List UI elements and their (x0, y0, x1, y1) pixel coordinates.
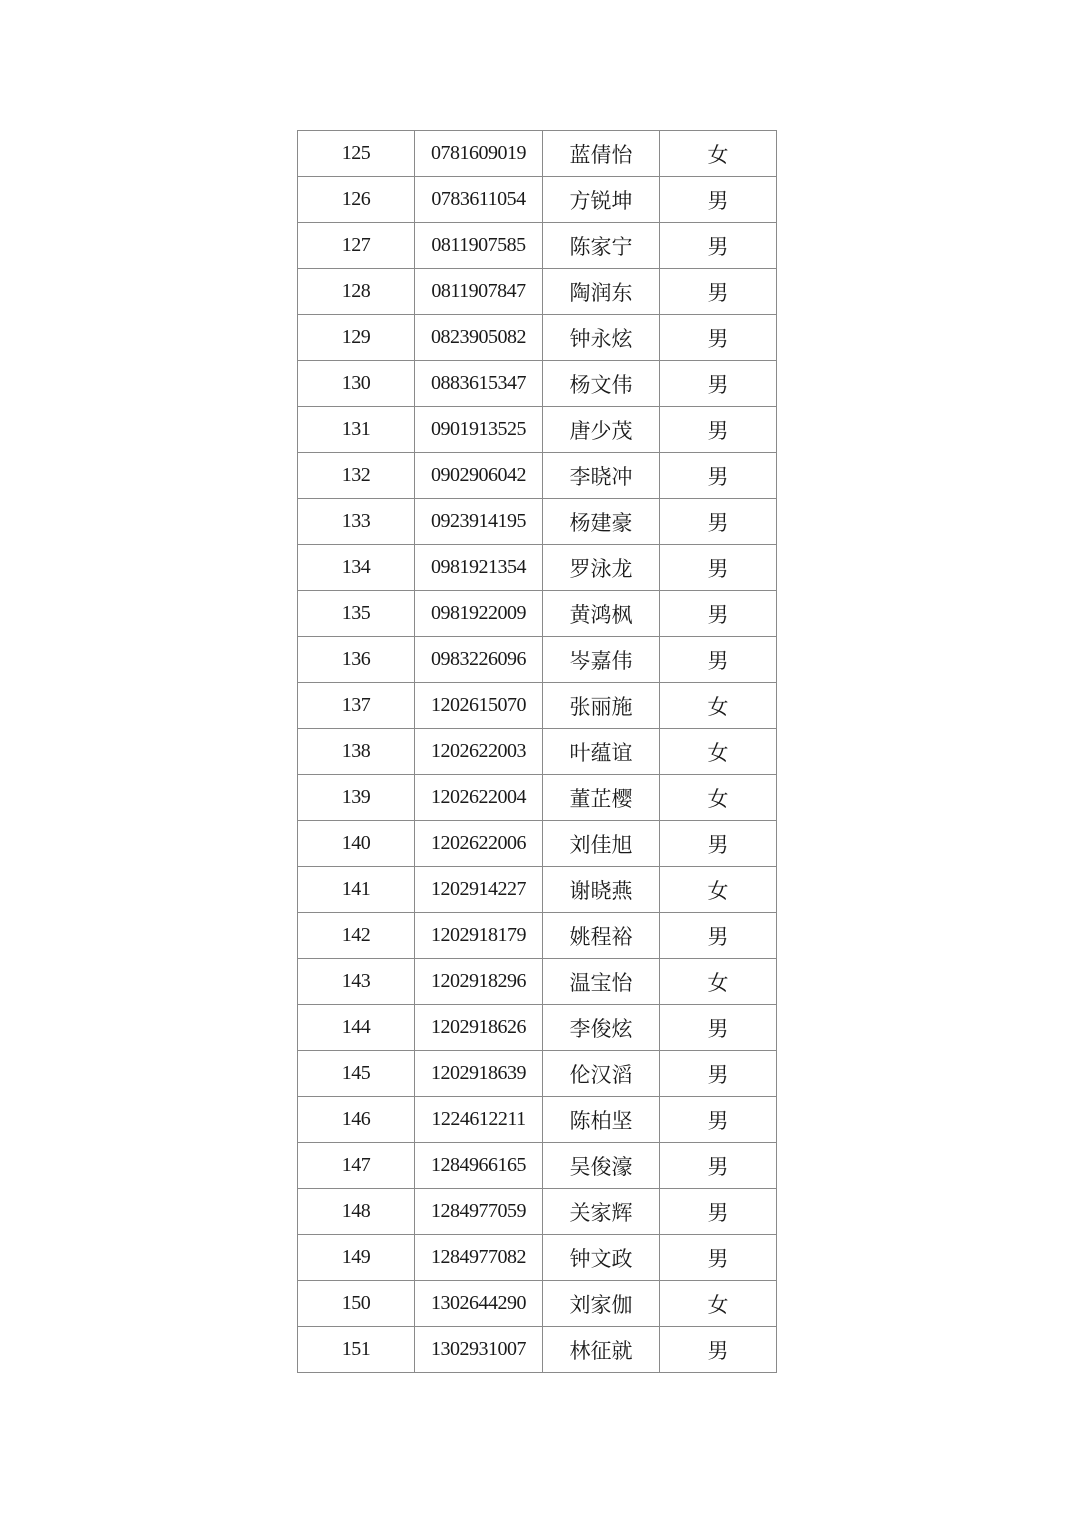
row-number-cell: 132 (298, 453, 415, 499)
name-cell: 姚程裕 (543, 913, 660, 959)
table-row (298, 959, 777, 1005)
id-number-cell: 1224612211 (415, 1097, 543, 1143)
row-number-cell: 137 (298, 683, 415, 729)
table-row (298, 775, 777, 821)
name-cell: 钟文政 (543, 1235, 660, 1281)
name-cell: 陶润东 (543, 269, 660, 315)
row-number-cell: 129 (298, 315, 415, 361)
id-number-cell: 0883615347 (415, 361, 543, 407)
name-cell: 岑嘉伟 (543, 637, 660, 683)
name-cell: 方锐坤 (543, 177, 660, 223)
row-number-cell: 126 (298, 177, 415, 223)
id-number-cell: 1284966165 (415, 1143, 543, 1189)
id-number-cell: 1202918639 (415, 1051, 543, 1097)
id-number-cell: 1302931007 (415, 1327, 543, 1373)
row-number-cell: 128 (298, 269, 415, 315)
gender-cell: 女 (660, 729, 777, 775)
gender-cell: 女 (660, 131, 777, 177)
gender-cell: 男 (660, 1143, 777, 1189)
table-row (298, 315, 777, 361)
roster-table-body (298, 131, 777, 1373)
table-row (298, 1281, 777, 1327)
name-cell: 杨文伟 (543, 361, 660, 407)
gender-cell: 男 (660, 315, 777, 361)
table-row (298, 729, 777, 775)
gender-cell: 男 (660, 637, 777, 683)
table-row (298, 591, 777, 637)
gender-cell: 男 (660, 1051, 777, 1097)
gender-cell: 男 (660, 453, 777, 499)
table-row (298, 499, 777, 545)
row-number-cell: 139 (298, 775, 415, 821)
name-cell: 蓝倩怡 (543, 131, 660, 177)
table-row (298, 913, 777, 959)
name-cell: 关家辉 (543, 1189, 660, 1235)
id-number-cell: 1302644290 (415, 1281, 543, 1327)
row-number-cell: 148 (298, 1189, 415, 1235)
id-number-cell: 0823905082 (415, 315, 543, 361)
gender-cell: 女 (660, 959, 777, 1005)
name-cell: 谢晓燕 (543, 867, 660, 913)
name-cell: 陈家宁 (543, 223, 660, 269)
table-row (298, 821, 777, 867)
row-number-cell: 134 (298, 545, 415, 591)
row-number-cell: 136 (298, 637, 415, 683)
name-cell: 罗泳龙 (543, 545, 660, 591)
row-number-cell: 141 (298, 867, 415, 913)
gender-cell: 男 (660, 499, 777, 545)
table-row (298, 407, 777, 453)
id-number-cell: 0783611054 (415, 177, 543, 223)
row-number-cell: 131 (298, 407, 415, 453)
row-number-cell: 144 (298, 1005, 415, 1051)
row-number-cell: 150 (298, 1281, 415, 1327)
table-row (298, 1327, 777, 1373)
gender-cell: 男 (660, 913, 777, 959)
row-number-cell: 145 (298, 1051, 415, 1097)
id-number-cell: 0811907585 (415, 223, 543, 269)
id-number-cell: 0981921354 (415, 545, 543, 591)
gender-cell: 男 (660, 269, 777, 315)
row-number-cell: 135 (298, 591, 415, 637)
row-number-cell: 151 (298, 1327, 415, 1373)
id-number-cell: 1202918626 (415, 1005, 543, 1051)
name-cell: 董芷樱 (543, 775, 660, 821)
gender-cell: 男 (660, 407, 777, 453)
id-number-cell: 1202615070 (415, 683, 543, 729)
row-number-cell: 147 (298, 1143, 415, 1189)
row-number-cell: 146 (298, 1097, 415, 1143)
id-number-cell: 1202914227 (415, 867, 543, 913)
name-cell: 陈柏坚 (543, 1097, 660, 1143)
gender-cell: 男 (660, 1189, 777, 1235)
table-row (298, 637, 777, 683)
table-row (298, 453, 777, 499)
id-number-cell: 0923914195 (415, 499, 543, 545)
row-number-cell: 125 (298, 131, 415, 177)
name-cell: 黄鸿枫 (543, 591, 660, 637)
row-number-cell: 133 (298, 499, 415, 545)
gender-cell: 男 (660, 1097, 777, 1143)
table-row (298, 269, 777, 315)
table-row (298, 223, 777, 269)
table-row (298, 867, 777, 913)
gender-cell: 女 (660, 683, 777, 729)
name-cell: 唐少茂 (543, 407, 660, 453)
gender-cell: 男 (660, 545, 777, 591)
gender-cell: 男 (660, 821, 777, 867)
table-row (298, 1097, 777, 1143)
row-number-cell: 143 (298, 959, 415, 1005)
gender-cell: 男 (660, 591, 777, 637)
name-cell: 李晓冲 (543, 453, 660, 499)
table-row (298, 1143, 777, 1189)
row-number-cell: 138 (298, 729, 415, 775)
gender-cell: 女 (660, 775, 777, 821)
name-cell: 刘家伽 (543, 1281, 660, 1327)
name-cell: 钟永炫 (543, 315, 660, 361)
table-row (298, 1005, 777, 1051)
gender-cell: 男 (660, 177, 777, 223)
id-number-cell: 0811907847 (415, 269, 543, 315)
id-number-cell: 1202918179 (415, 913, 543, 959)
row-number-cell: 140 (298, 821, 415, 867)
row-number-cell: 149 (298, 1235, 415, 1281)
name-cell: 叶蕴谊 (543, 729, 660, 775)
id-number-cell: 1202622006 (415, 821, 543, 867)
name-cell: 温宝怡 (543, 959, 660, 1005)
table-row (298, 1051, 777, 1097)
gender-cell: 男 (660, 1327, 777, 1373)
name-cell: 刘佳旭 (543, 821, 660, 867)
id-number-cell: 1202622004 (415, 775, 543, 821)
table-row (298, 1235, 777, 1281)
id-number-cell: 0983226096 (415, 637, 543, 683)
roster-table (297, 130, 777, 1373)
name-cell: 杨建豪 (543, 499, 660, 545)
id-number-cell: 1284977059 (415, 1189, 543, 1235)
gender-cell: 女 (660, 867, 777, 913)
name-cell: 伦汉滔 (543, 1051, 660, 1097)
id-number-cell: 1202622003 (415, 729, 543, 775)
gender-cell: 女 (660, 1281, 777, 1327)
gender-cell: 男 (660, 1235, 777, 1281)
id-number-cell: 1202918296 (415, 959, 543, 1005)
table-row (298, 131, 777, 177)
id-number-cell: 1284977082 (415, 1235, 543, 1281)
name-cell: 吴俊濠 (543, 1143, 660, 1189)
row-number-cell: 142 (298, 913, 415, 959)
gender-cell: 男 (660, 223, 777, 269)
table-row (298, 1189, 777, 1235)
row-number-cell: 130 (298, 361, 415, 407)
name-cell: 张丽施 (543, 683, 660, 729)
row-number-cell: 127 (298, 223, 415, 269)
id-number-cell: 0901913525 (415, 407, 543, 453)
table-row (298, 177, 777, 223)
table-row (298, 545, 777, 591)
name-cell: 李俊炫 (543, 1005, 660, 1051)
table-row (298, 361, 777, 407)
gender-cell: 男 (660, 1005, 777, 1051)
id-number-cell: 0902906042 (415, 453, 543, 499)
id-number-cell: 0981922009 (415, 591, 543, 637)
gender-cell: 男 (660, 361, 777, 407)
id-number-cell: 0781609019 (415, 131, 543, 177)
name-cell: 林征就 (543, 1327, 660, 1373)
table-row (298, 683, 777, 729)
